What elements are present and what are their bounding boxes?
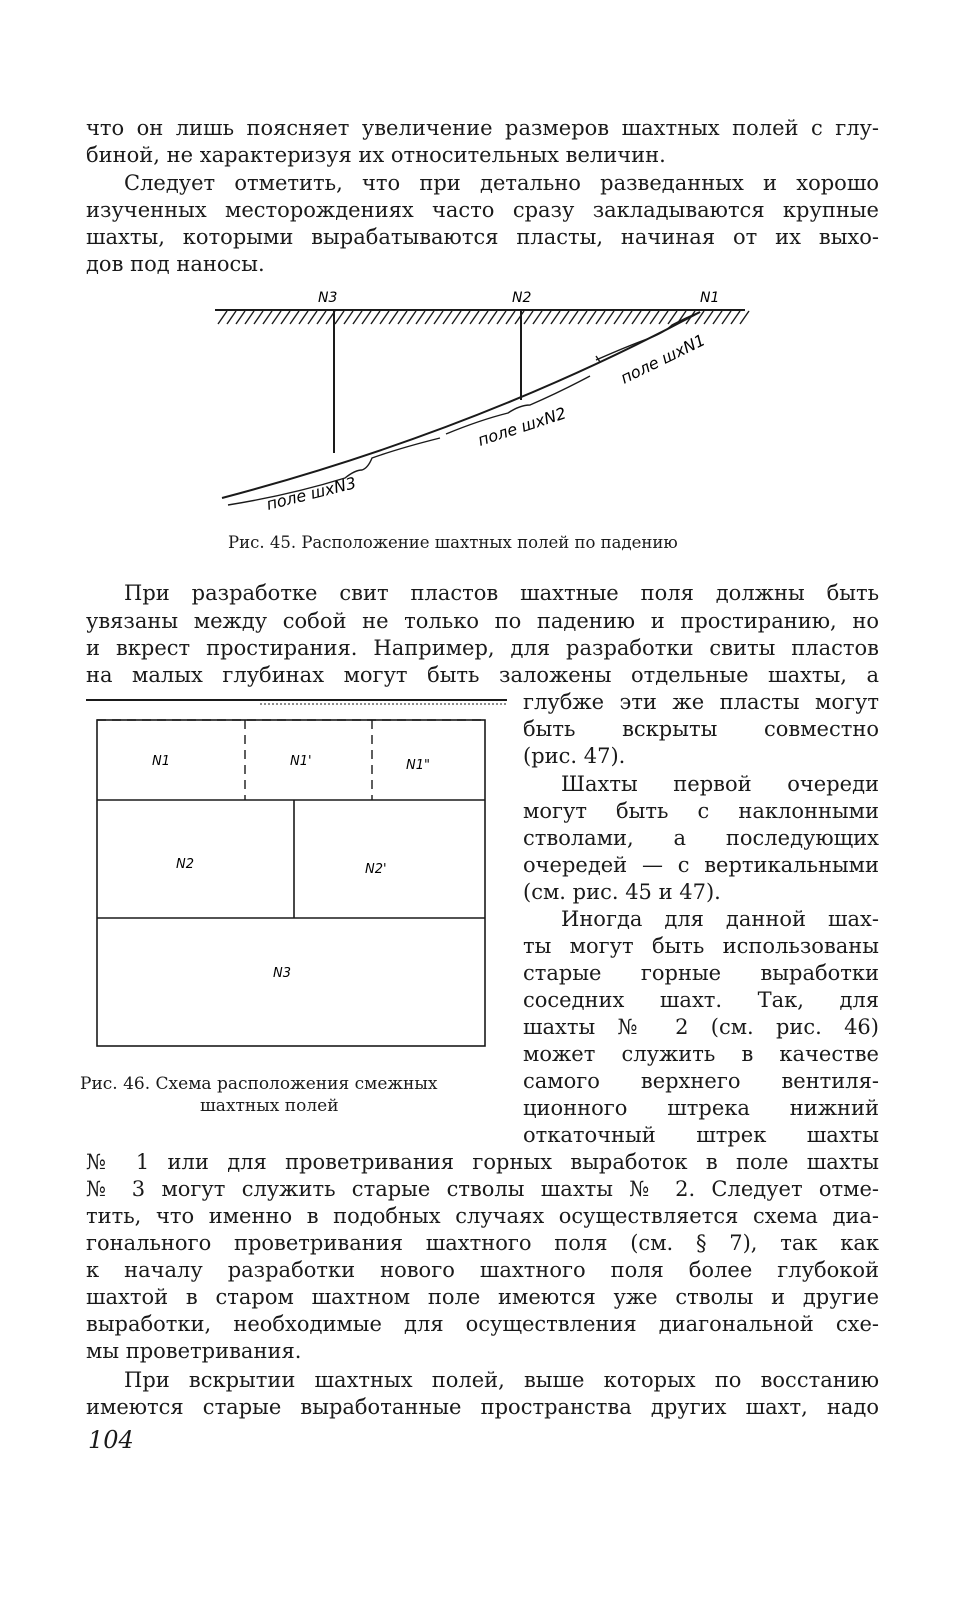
text-line: может служить в качестве xyxy=(523,1042,879,1066)
ground-hatch xyxy=(713,311,722,324)
text-line: № 3 могут служить старые стволы шахты № 2. Следует отме- xyxy=(86,1177,879,1201)
text-line: очередей — с вертикальными xyxy=(523,853,879,877)
text-line: изученных месторождениях часто сразу закладываются крупные xyxy=(86,198,879,222)
figure-46 xyxy=(0,0,520,1070)
text-line: При вскрытии шахтных полей, выше которых по восстанию xyxy=(124,1368,879,1392)
text-line: имеются старые выработанные пространства других шахт, надо xyxy=(86,1395,879,1419)
text-line: шахты, которыми вырабатываются пласты, начиная от их выхо- xyxy=(86,225,879,249)
field-label-n2: поле шхN2 xyxy=(475,403,569,450)
ground-hatch xyxy=(641,311,650,324)
text-line: № 1 или для проветривания горных выработок в поле шахты xyxy=(86,1150,879,1174)
text-line: (см. рис. 45 и 47). xyxy=(523,880,721,904)
ground-hatch xyxy=(668,311,677,324)
text-line: дов под наносы. xyxy=(86,252,265,276)
ground-hatch xyxy=(524,311,533,324)
text-line: Шахты первой очереди xyxy=(561,772,879,796)
text-line: к началу разработки нового шахтного поля более глубокой xyxy=(86,1258,879,1282)
text-line: на малых глубинах могут быть заложены отдельные шахты, а xyxy=(86,663,879,687)
field-label-n3: поле шхN3 xyxy=(264,473,358,514)
shaft-label-n3: N3 xyxy=(318,290,338,306)
text-line: (рис. 47). xyxy=(523,744,626,768)
text-line: тить, что именно в подобных случаях осуществляется схема диа- xyxy=(86,1204,879,1228)
cell-label-n1-prime: N1' xyxy=(290,754,312,769)
cell-label-n2-prime: N2' xyxy=(365,862,387,877)
text-line: соседних шахт. Так, для xyxy=(523,988,879,1012)
ground-hatch xyxy=(731,311,740,324)
text-line: старые горные выработки xyxy=(523,961,879,985)
ground-hatch xyxy=(614,311,623,324)
ground-hatch xyxy=(623,311,632,324)
text-line: мы проветривания. xyxy=(86,1339,302,1363)
text-line: шахтой в старом шахтном поле имеются уже стволы и другие xyxy=(86,1285,879,1309)
figure-45-caption: Рис. 45. Расположение шахтных полей по падению xyxy=(228,533,678,552)
shaft-label-n1: N1 xyxy=(700,290,720,306)
text-line: что он лишь поясняет увеличение размеров шахтных полей с глу- xyxy=(86,116,879,140)
text-line: ционного штрека нижний xyxy=(523,1096,879,1120)
ground-hatch xyxy=(569,311,578,324)
text-line: При разработке свит пластов шахтные поля должны быть xyxy=(124,581,879,605)
text-line: биной, не характеризуя их относительных величин. xyxy=(86,143,666,167)
text-line: шахты № 2 (см. рис. 46) xyxy=(523,1015,879,1039)
page-number: 104 xyxy=(88,1426,134,1454)
figure-46-caption-line1: Рис. 46. Схема расположения смежных xyxy=(80,1074,438,1094)
ground-hatch xyxy=(533,311,542,324)
shaft-label-n2: N2 xyxy=(512,290,532,306)
ground-hatch xyxy=(659,311,668,324)
ground-hatch xyxy=(587,311,596,324)
text-line: ты могут быть использованы xyxy=(523,934,879,958)
text-line: откаточный штрек шахты xyxy=(523,1123,879,1147)
cell-label-n1: N1 xyxy=(152,754,170,769)
ground-hatch xyxy=(704,311,713,324)
text-line: Иногда для данной шах- xyxy=(561,907,879,931)
text-line: быть вскрыты совместно xyxy=(523,717,879,741)
text-line: самого верхнего вентиля- xyxy=(523,1069,879,1093)
cell-label-n2: N2 xyxy=(176,857,194,872)
ground-hatch xyxy=(740,311,749,324)
text-line: увязаны между собой не только по падению и простиранию, но xyxy=(86,609,879,633)
ground-hatch xyxy=(632,311,641,324)
ground-hatch xyxy=(722,311,731,324)
ground-hatch xyxy=(578,311,587,324)
ground-hatch xyxy=(650,311,659,324)
ground-hatch xyxy=(542,311,551,324)
ground-hatch xyxy=(551,311,560,324)
ground-hatch xyxy=(596,311,605,324)
text-line: выработки, необходимые для осуществления диагональной схе- xyxy=(86,1312,879,1336)
text-line: могут быть с наклонными xyxy=(523,799,879,823)
text-line: глубже эти же пласты могут xyxy=(523,690,879,714)
text-line: Следует отметить, что при детально разведанных и хорошо xyxy=(124,171,879,195)
ground-hatch xyxy=(560,311,569,324)
cell-label-n1-double-prime: N1" xyxy=(406,758,430,773)
text-line: гонального проветривания шахтного поля (см. § 7), так как xyxy=(86,1231,879,1255)
ground-hatch xyxy=(605,311,614,324)
figure-46-caption-line2: шахтных полей xyxy=(200,1096,339,1116)
text-line: и вкрест простирания. Например, для разработки свиты пластов xyxy=(86,636,879,660)
cell-label-n3: N3 xyxy=(273,966,291,981)
field-label-n1: поле шхN1 xyxy=(617,330,709,388)
text-line: стволами, а последующих xyxy=(523,826,879,850)
